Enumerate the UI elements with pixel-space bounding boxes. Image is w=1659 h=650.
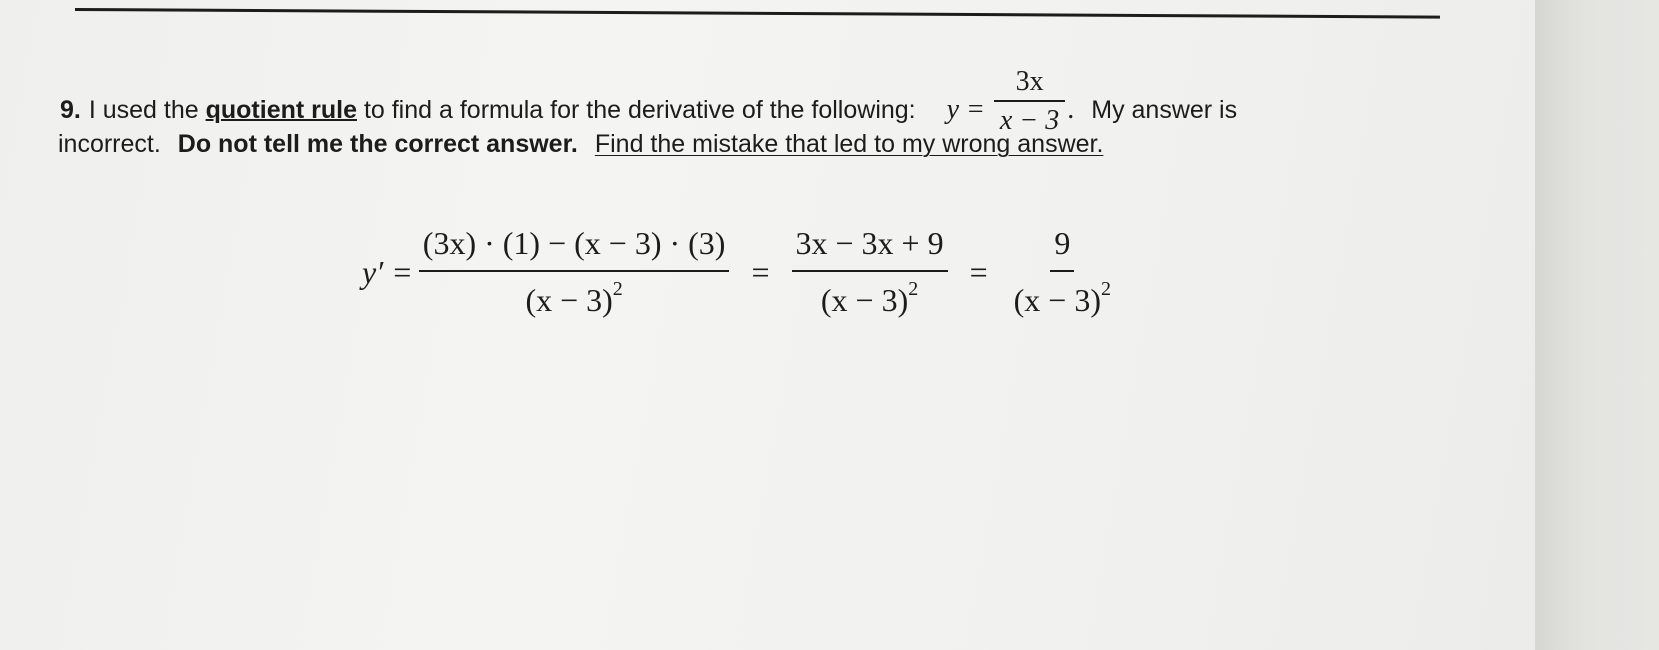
step3-exponent: 2 [1101,278,1111,300]
function-definition [946,66,1082,136]
question-number: 9. [60,95,81,124]
question-text-c: My answer is [1091,95,1238,124]
background-surface [1535,0,1659,650]
step3-fraction [1010,225,1115,319]
instruction-bold: Do not tell me the correct answer. [177,130,578,158]
quotient-rule-term: quotient rule [205,95,357,124]
step1-fraction [419,225,730,319]
step3-denominator [1010,272,1115,319]
student-work-equation [362,225,1121,319]
step3-numerator: 9 [1050,225,1074,272]
question-text-b: to find a formula for the derivative of the following: [357,95,916,124]
derivative-lhs: y′ = [362,253,413,290]
step2-denominator [817,272,922,319]
function-denominator: x − 3 [999,105,1060,136]
step2-denominator-base: (x − 3) [820,282,909,318]
function-lhs: y = [946,93,985,125]
instruction-underlined: Find the mistake that led to my wrong answer. [594,130,1104,158]
function-fraction [994,66,1065,137]
step1-denominator [521,272,626,319]
question-text-a: I used the [88,95,206,124]
question-line-2 [58,130,1103,159]
equals-sign-1: = [751,253,770,290]
step3-denominator-base: (x − 3) [1013,282,1101,318]
function-numerator: 3x [994,66,1065,102]
step1-numerator: (3x) · (1) − (x − 3) · (3) [419,225,730,272]
function-period: . [1067,93,1075,125]
question-text-incorrect: incorrect. [58,130,161,158]
step1-denominator-base: (x − 3) [525,282,613,318]
step2-exponent: 2 [908,278,919,300]
step2-numerator: 3x − 3x + 9 [792,225,948,272]
equals-sign-2: = [969,253,988,290]
step1-exponent: 2 [612,278,623,300]
step2-fraction [792,225,948,319]
